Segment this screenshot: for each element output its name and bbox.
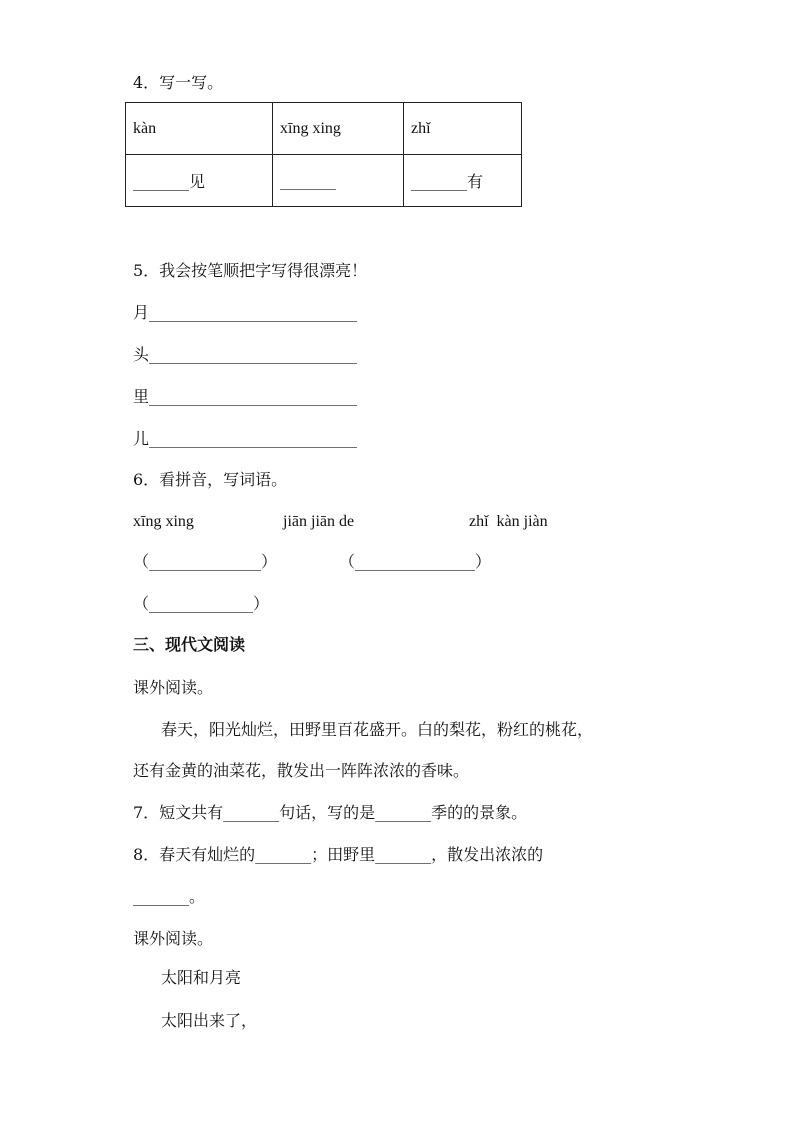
q4-answer-cell[interactable]: _______有 bbox=[404, 155, 522, 207]
q6-answer-blank[interactable]: （_____________） bbox=[133, 594, 270, 613]
q5-writing-line[interactable]: 头__________________________ bbox=[133, 345, 358, 364]
q4-answer-cell[interactable]: _______ bbox=[273, 155, 404, 207]
q4-pinyin-cell: zhǐ bbox=[404, 103, 522, 155]
q4-pinyin-cell: xīng xing bbox=[273, 103, 404, 155]
q5-title: 5．我会按笔顺把字写得很漂亮！ bbox=[133, 261, 368, 280]
section-heading: 三、现代文阅读 bbox=[133, 635, 246, 654]
q8-question[interactable]: 8．春天有灿烂的_______；田野里_______，散发出浓浓的 bbox=[133, 845, 544, 864]
passage-line: 春天，阳光灿烂，田野里百花盛开。白的梨花，粉红的桃花， bbox=[161, 720, 594, 739]
q6-pinyin: jiān jiān de bbox=[283, 513, 355, 530]
q6-title: 6．看拼音，写词语。 bbox=[133, 470, 288, 489]
q6-pinyin: zhǐ kàn jiàn bbox=[469, 513, 548, 530]
q5-writing-line[interactable]: 里__________________________ bbox=[133, 387, 358, 406]
passage-line: 还有金黄的油菜花，散发出一阵阵浓浓的香味。 bbox=[133, 761, 470, 780]
q6-answer-blank[interactable]: （______________） bbox=[133, 552, 278, 571]
poem-title: 太阳和月亮 bbox=[161, 968, 242, 987]
q7-question[interactable]: 7．短文共有_______句话，写的是_______季的的景象。 bbox=[133, 803, 528, 822]
q4-pinyin-row bbox=[126, 103, 522, 155]
q4-pinyin-cell: kàn bbox=[126, 103, 273, 155]
q4-answer-row bbox=[126, 155, 522, 207]
reading-label: 课外阅读。 bbox=[133, 929, 214, 948]
q4-title: 4．写一写。 bbox=[133, 73, 224, 92]
q8-question-continued[interactable]: _______。 bbox=[133, 887, 206, 906]
q5-writing-line[interactable]: 儿__________________________ bbox=[133, 429, 358, 448]
q4-writing-table bbox=[125, 102, 522, 207]
reading-label: 课外阅读。 bbox=[133, 678, 214, 697]
poem-line: 太阳出来了， bbox=[161, 1011, 258, 1030]
q6-answer-blank[interactable]: （_______________） bbox=[339, 552, 492, 571]
q4-answer-cell[interactable]: _______见 bbox=[126, 155, 273, 207]
q6-pinyin: xīng xing bbox=[133, 513, 194, 530]
q5-writing-line[interactable]: 月__________________________ bbox=[133, 303, 358, 322]
